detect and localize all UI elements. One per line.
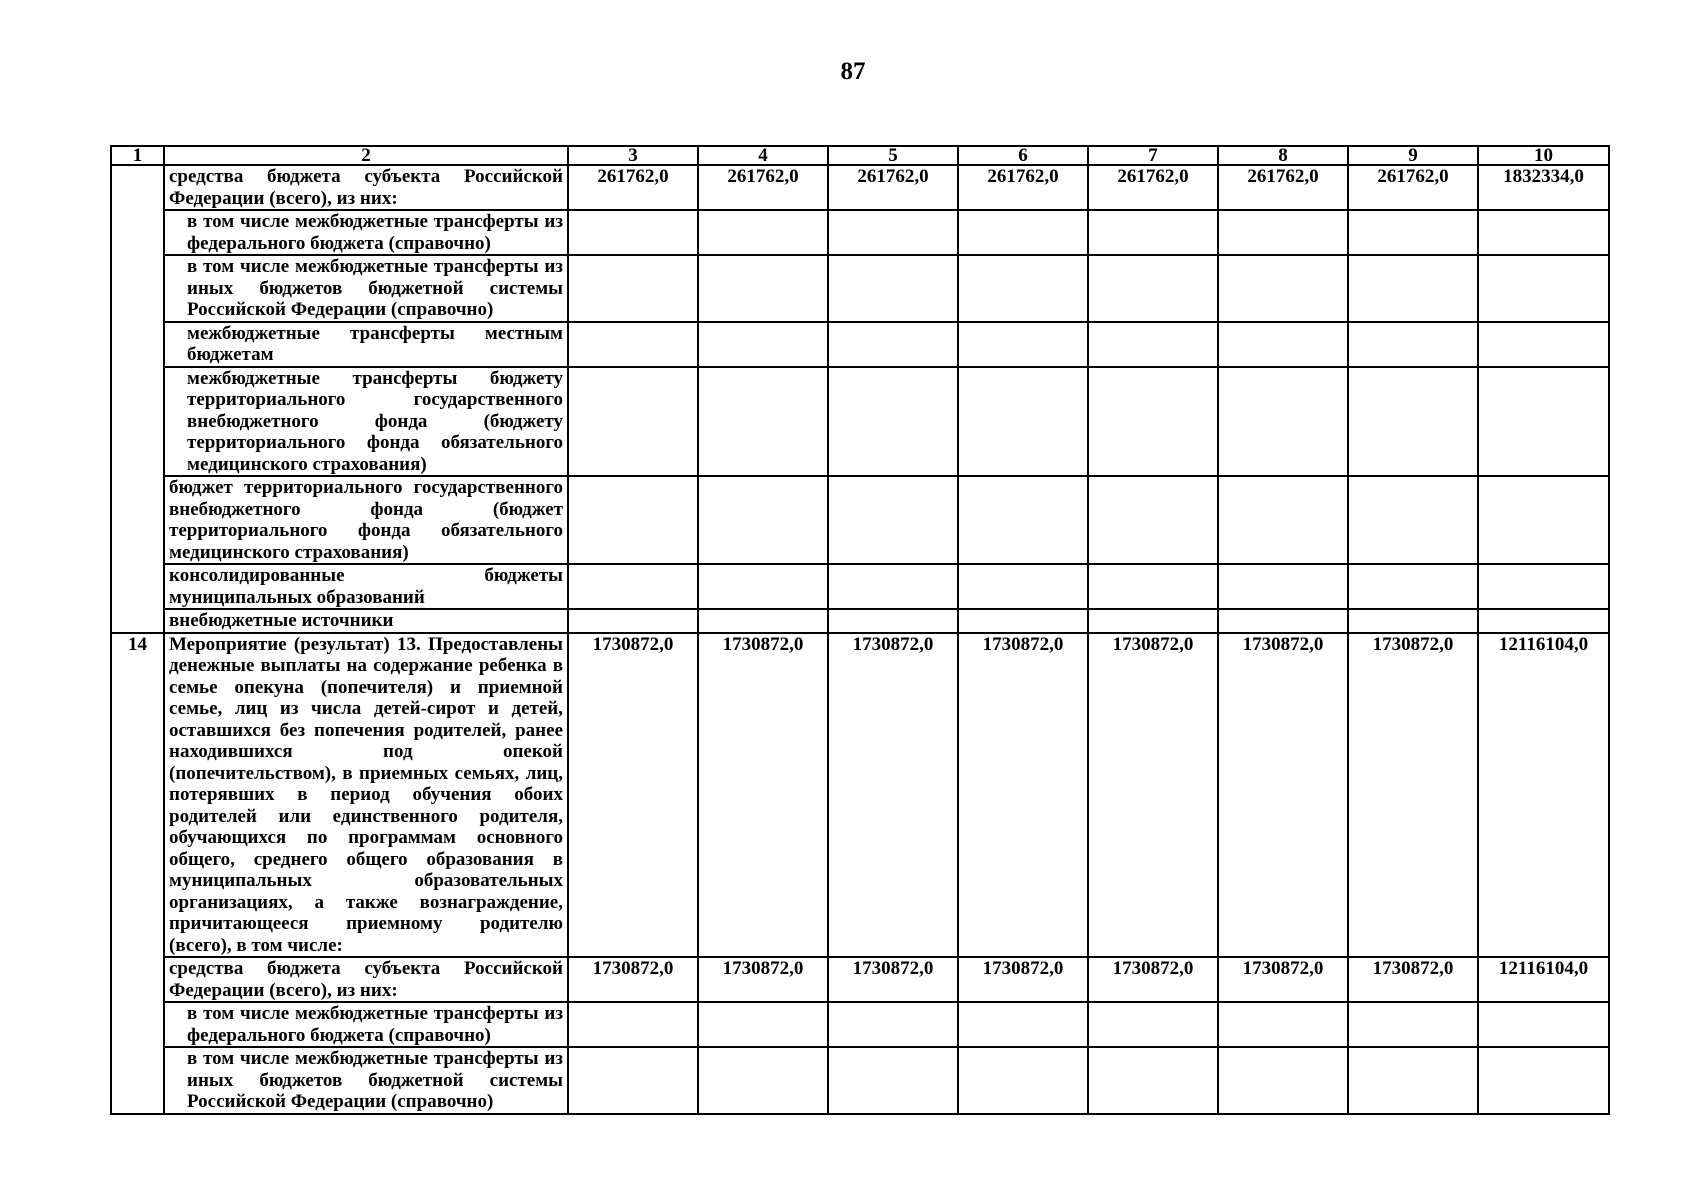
- row-description: бюджет территориального государственного внебюджетного фонда (бюджет территориального фонда обязательного медицинского страхования): [164, 476, 568, 564]
- row-description: в том числе межбюджетные трансферты из федерального бюджета (справочно): [164, 1002, 568, 1047]
- value-cell: [1478, 1002, 1609, 1047]
- value-cell: 261762,0: [828, 165, 958, 210]
- value-cell: [568, 322, 698, 367]
- row-description: межбюджетные трансферты местным бюджетам: [164, 322, 568, 367]
- table-row: [111, 476, 1609, 564]
- value-cell: 261762,0: [568, 165, 698, 210]
- value-cell: [1088, 1047, 1218, 1114]
- value-cell: [1478, 255, 1609, 322]
- value-cell: [1218, 609, 1348, 633]
- value-cell: [568, 210, 698, 255]
- value-cell: 1730872,0: [1218, 633, 1348, 958]
- table-row: [111, 1002, 1609, 1047]
- value-cell: [958, 1047, 1088, 1114]
- value-cell: [1478, 367, 1609, 477]
- value-cell: 261762,0: [1218, 165, 1348, 210]
- value-cell: [698, 1002, 828, 1047]
- value-cell: [1218, 564, 1348, 609]
- table-row: [111, 564, 1609, 609]
- value-cell: 1730872,0: [1348, 957, 1478, 1002]
- value-cell: 1832334,0: [1478, 165, 1609, 210]
- value-cell: 1730872,0: [1218, 957, 1348, 1002]
- table-row: [111, 165, 1609, 210]
- value-cell: [828, 476, 958, 564]
- value-cell: [1478, 1047, 1609, 1114]
- value-cell: [1218, 210, 1348, 255]
- value-cell: [958, 1002, 1088, 1047]
- table-row: [111, 1047, 1609, 1114]
- value-cell: [568, 255, 698, 322]
- value-cell: [568, 609, 698, 633]
- value-cell: [958, 609, 1088, 633]
- value-cell: [698, 367, 828, 477]
- value-cell: 1730872,0: [568, 957, 698, 1002]
- value-cell: [698, 322, 828, 367]
- value-cell: [828, 564, 958, 609]
- column-number: 1: [111, 146, 164, 165]
- value-cell: [568, 476, 698, 564]
- value-cell: [1218, 255, 1348, 322]
- value-cell: [828, 255, 958, 322]
- value-cell: [828, 210, 958, 255]
- value-cell: 12116104,0: [1478, 633, 1609, 958]
- value-cell: [698, 255, 828, 322]
- value-cell: 1730872,0: [568, 633, 698, 958]
- value-cell: [1218, 1002, 1348, 1047]
- column-number: 7: [1088, 146, 1218, 165]
- value-cell: [698, 609, 828, 633]
- row-description: средства бюджета субъекта Российской Федерации (всего), из них:: [164, 165, 568, 210]
- value-cell: [958, 367, 1088, 477]
- value-cell: [1478, 476, 1609, 564]
- value-cell: [698, 476, 828, 564]
- value-cell: [1088, 210, 1218, 255]
- column-number: 8: [1218, 146, 1348, 165]
- value-cell: 1730872,0: [698, 633, 828, 958]
- value-cell: [1348, 476, 1478, 564]
- value-cell: [1218, 367, 1348, 477]
- value-cell: [1088, 255, 1218, 322]
- value-cell: 1730872,0: [828, 957, 958, 1002]
- value-cell: [1478, 210, 1609, 255]
- value-cell: [1348, 322, 1478, 367]
- budget-table: [110, 145, 1610, 1115]
- value-cell: [1088, 609, 1218, 633]
- column-number: 9: [1348, 146, 1478, 165]
- value-cell: [958, 476, 1088, 564]
- value-cell: 1730872,0: [958, 957, 1088, 1002]
- row-description: внебюджетные источники: [164, 609, 568, 633]
- value-cell: [568, 1047, 698, 1114]
- value-cell: [568, 367, 698, 477]
- value-cell: [1348, 210, 1478, 255]
- row-index-cell: [111, 165, 164, 633]
- value-cell: 12116104,0: [1478, 957, 1609, 1002]
- value-cell: [1088, 322, 1218, 367]
- value-cell: 1730872,0: [958, 633, 1088, 958]
- table-row: [111, 957, 1609, 1002]
- table-row: [111, 609, 1609, 633]
- value-cell: 261762,0: [1348, 165, 1478, 210]
- value-cell: [1218, 476, 1348, 564]
- value-cell: 1730872,0: [828, 633, 958, 958]
- value-cell: 261762,0: [1088, 165, 1218, 210]
- value-cell: [1478, 322, 1609, 367]
- value-cell: 1730872,0: [1088, 633, 1218, 958]
- value-cell: [828, 1002, 958, 1047]
- value-cell: [828, 1047, 958, 1114]
- value-cell: [828, 609, 958, 633]
- value-cell: [698, 1047, 828, 1114]
- column-number: 6: [958, 146, 1088, 165]
- value-cell: 1730872,0: [1088, 957, 1218, 1002]
- row-description: средства бюджета субъекта Российской Федерации (всего), из них:: [164, 957, 568, 1002]
- value-cell: [1478, 564, 1609, 609]
- row-index-cell: 14: [111, 633, 164, 1114]
- column-number: 2: [164, 146, 568, 165]
- value-cell: [1348, 367, 1478, 477]
- row-description: консолидированные бюджеты муниципальных образований: [164, 564, 568, 609]
- column-number: 4: [698, 146, 828, 165]
- value-cell: [1218, 1047, 1348, 1114]
- value-cell: 261762,0: [958, 165, 1088, 210]
- column-number: 5: [828, 146, 958, 165]
- value-cell: [1348, 564, 1478, 609]
- value-cell: [568, 564, 698, 609]
- value-cell: [1348, 255, 1478, 322]
- table-row: [111, 210, 1609, 255]
- value-cell: 261762,0: [698, 165, 828, 210]
- table-row: [111, 367, 1609, 477]
- value-cell: [1088, 564, 1218, 609]
- value-cell: [828, 367, 958, 477]
- value-cell: [958, 564, 1088, 609]
- row-description: Мероприятие (результат) 13. Предоставлены денежные выплаты на содержание ребенка в семье опекуна (попечителя) и приемной семье, лиц из числа детей-сирот и детей, оставшихся без попечения родителей, ранее находившихся под опекой (попечительством), в приемных семьях, лиц, потерявших в период обучения обоих родителей или единственного родителя, обучающихся по программам основного общего, среднего общего образования в муниципальных образовательных организациях, а также вознаграждение, причитающееся приемному родителю (всего), в том числе:: [164, 633, 568, 958]
- value-cell: 1730872,0: [698, 957, 828, 1002]
- value-cell: [1348, 609, 1478, 633]
- value-cell: [958, 210, 1088, 255]
- table-row: [111, 255, 1609, 322]
- table-row: [111, 322, 1609, 367]
- value-cell: [1088, 1002, 1218, 1047]
- value-cell: [698, 210, 828, 255]
- row-description: в том числе межбюджетные трансферты из иных бюджетов бюджетной системы Российской Федерации (справочно): [164, 255, 568, 322]
- value-cell: 1730872,0: [1348, 633, 1478, 958]
- value-cell: [698, 564, 828, 609]
- value-cell: [1088, 476, 1218, 564]
- value-cell: [1348, 1002, 1478, 1047]
- table-row: [111, 633, 1609, 958]
- table-header-row: [111, 146, 1609, 165]
- value-cell: [1478, 609, 1609, 633]
- column-number: 10: [1478, 146, 1609, 165]
- page-number: 87: [840, 58, 866, 85]
- column-number: 3: [568, 146, 698, 165]
- value-cell: [828, 322, 958, 367]
- value-cell: [1088, 367, 1218, 477]
- value-cell: [1348, 1047, 1478, 1114]
- value-cell: [958, 255, 1088, 322]
- row-description: в том числе межбюджетные трансферты из иных бюджетов бюджетной системы Российской Федерации (справочно): [164, 1047, 568, 1114]
- value-cell: [1218, 322, 1348, 367]
- row-description: в том числе межбюджетные трансферты из федерального бюджета (справочно): [164, 210, 568, 255]
- value-cell: [568, 1002, 698, 1047]
- value-cell: [958, 322, 1088, 367]
- row-description: межбюджетные трансферты бюджету территориального государственного внебюджетного фонда (бюджету территориального фонда обязательного медицинского страхования): [164, 367, 568, 477]
